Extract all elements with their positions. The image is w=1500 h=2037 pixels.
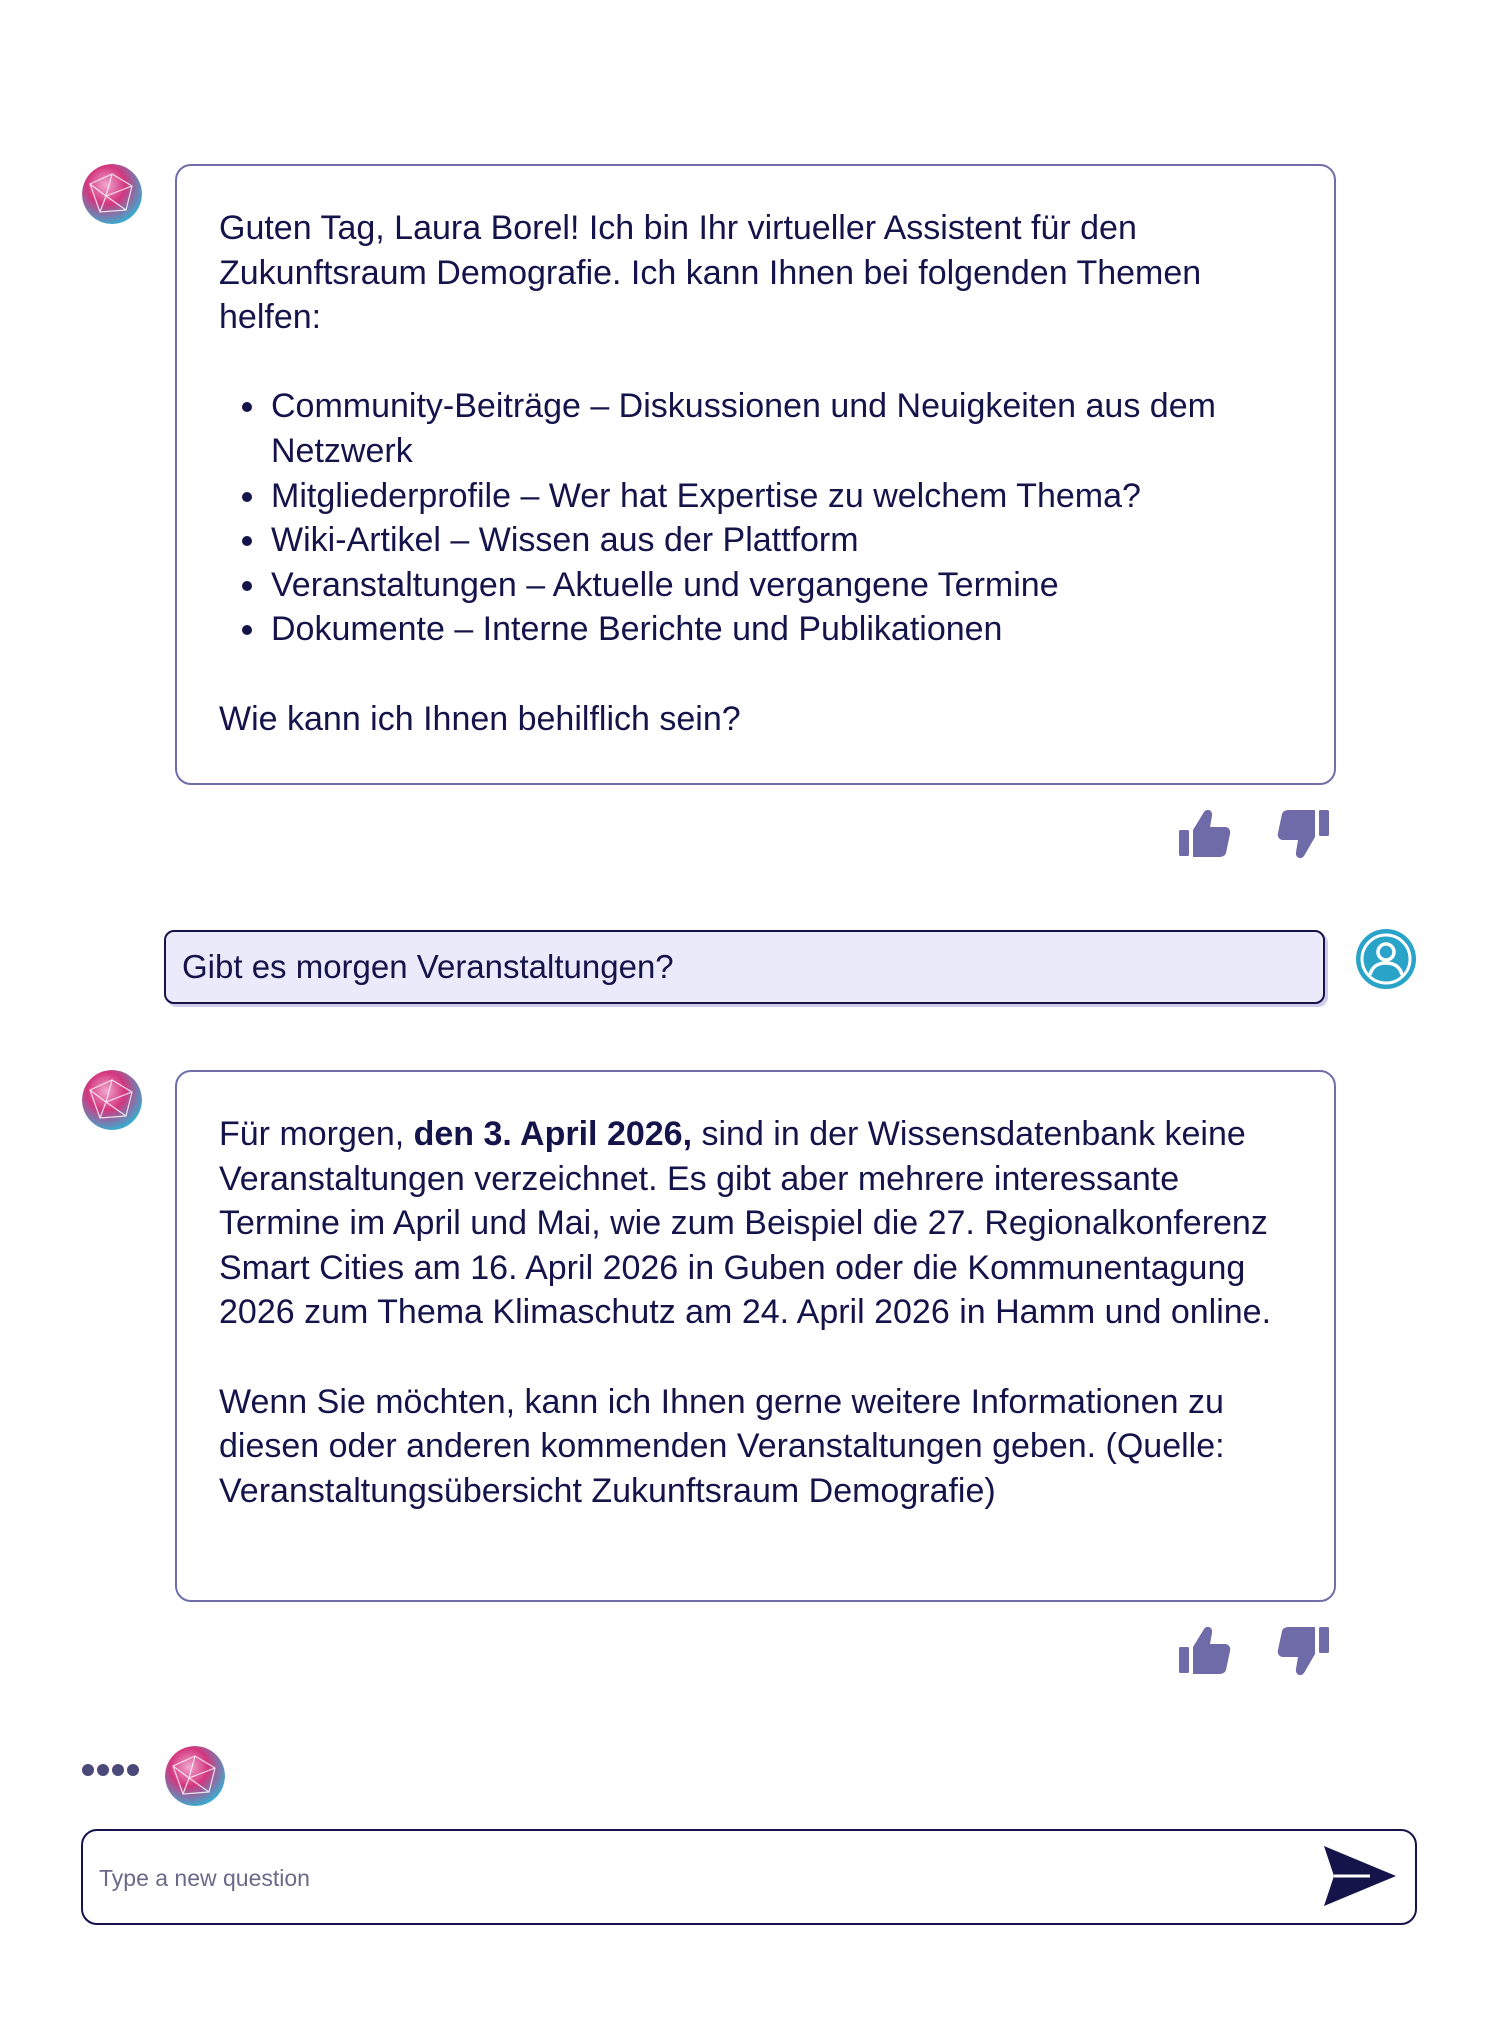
message-date-highlight: den 3. April 2026, xyxy=(413,1115,693,1153)
user-profile-icon xyxy=(1355,928,1417,990)
thumbs-up-icon[interactable] xyxy=(1176,806,1232,862)
question-input[interactable] xyxy=(97,1855,1281,1901)
assistant-message-paragraph: Wenn Sie möchten, kann ich Ihnen gerne weitere Informationen zu diesen oder anderen kommenden Veranstaltungen geben. (Quelle: Veranstaltungsübersicht Zukunftsraum Demografie) xyxy=(219,1382,1225,1510)
composer xyxy=(81,1829,1417,1925)
topic-list xyxy=(219,384,1292,652)
user-message: Gibt es morgen Veranstaltungen? xyxy=(164,930,1325,1004)
thumbs-down-icon[interactable] xyxy=(1276,1623,1332,1679)
topic-item: • Wiki-Artikel – Wissen aus der Plattform xyxy=(269,518,1292,563)
send-icon[interactable] xyxy=(1320,1842,1398,1910)
message-text: Für morgen, xyxy=(219,1115,414,1153)
topic-item: • Mitgliederprofile – Wer hat Expertise zu welchem Thema? xyxy=(269,474,1292,519)
bot-avatar-icon xyxy=(82,1070,142,1130)
message-text: sind in der Wissensdatenbank keine Veranstaltungen verzeichnet. Es gibt aber mehrere interessante Termine im April und Mai, wie zum Beispiel die 27. Regionalkonferenz Smart Cities am 16. April 2026 in Guben oder die Kommunentagung 2026 zum Thema Klimaschutz am 24. April 2026 in Hamm und online. xyxy=(219,1115,1272,1332)
bot-avatar-icon xyxy=(82,164,142,224)
thumbs-down-icon[interactable] xyxy=(1276,806,1332,862)
thumbs-up-icon[interactable] xyxy=(1176,1623,1232,1679)
typing-dots-icon xyxy=(82,1762,142,1778)
assistant-message-paragraph xyxy=(219,1112,1292,1335)
topic-item: • Veranstaltungen – Aktuelle und vergangene Termine xyxy=(269,563,1292,608)
assistant-message xyxy=(175,1070,1336,1602)
assistant-message xyxy=(175,164,1336,785)
topic-item: • Dokumente – Interne Berichte und Publikationen xyxy=(269,607,1292,652)
assistant-message-intro: Guten Tag, Laura Borel! Ich bin Ihr virtueller Assistent für den Zukunftsraum Demografie. Ich kann Ihnen bei folgenden Themen helfen: xyxy=(219,209,1202,337)
bot-avatar-icon xyxy=(165,1746,225,1806)
topic-item: • Community-Beiträge – Diskussionen und Neuigkeiten aus dem Netzwerk xyxy=(269,384,1292,473)
assistant-message-closing: Wie kann ich Ihnen behilflich sein? xyxy=(219,699,741,738)
